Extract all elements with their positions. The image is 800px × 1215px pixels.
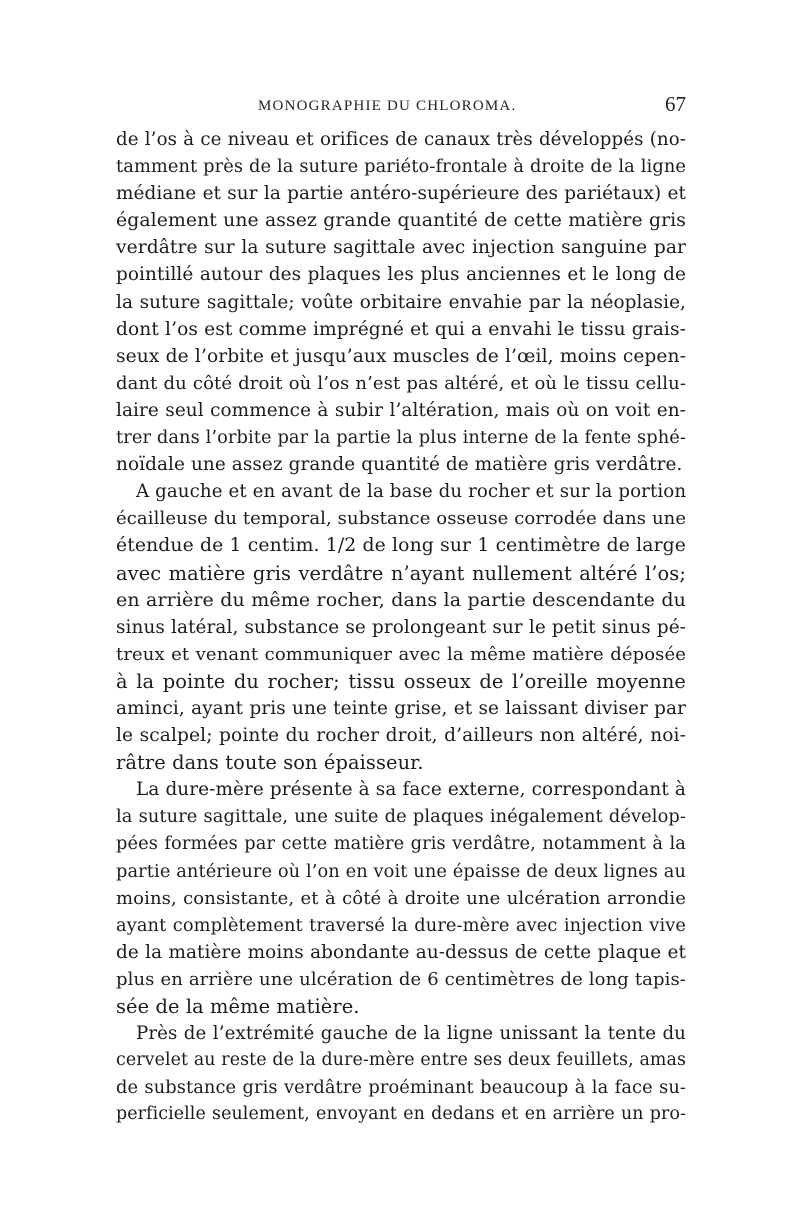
text-line: La dure-mère présente à sa face externe, correspondant à <box>136 779 686 801</box>
text-line: médiane et sur la partie antéro-supérieure des pariétaux) et <box>116 183 686 205</box>
paragraph-3 <box>116 776 686 1020</box>
text-line: partie antérieure où l’on en voit une épaisse de deux lignes au <box>116 860 687 882</box>
text-line: de l’os à ce niveau et orifices de canaux très développés (no- <box>116 129 686 150</box>
paragraph-2 <box>116 478 686 776</box>
text-line: treux et venant communiquer avec la même matière déposée <box>116 643 686 665</box>
text-line: ayant complètement traversé la dure-mère avec injection vive <box>116 914 686 936</box>
text-line: seux de l’orbite et jusqu’aux muscles de l’œil, moins cepen- <box>116 345 686 367</box>
text-line: écailleuse du temporal, substance osseuse corrodée dans une <box>116 508 687 530</box>
text-line: moins, consistante, et à côté à droite une ulcération arrondie <box>116 887 686 909</box>
running-head <box>116 92 686 122</box>
text-line: verdâtre sur la suture sagittale avec injection sanguine par <box>116 237 686 259</box>
page-number: 67 <box>665 92 686 116</box>
text-line: Près de l’extrémité gauche de la ligne unissant la tente du <box>136 1023 686 1045</box>
text-line: râtre dans toute son épaisseur. <box>116 751 424 775</box>
text-line: à la pointe du rocher; tissu osseux de l’oreille moyenne <box>116 669 686 693</box>
text-line: de la matière moins abondante au-dessus de cette plaque et <box>116 941 686 963</box>
text-line: de substance gris verdâtre proéminant beaucoup à la face su- <box>116 1077 686 1099</box>
body-text <box>116 126 686 1128</box>
text-line: sinus latéral, substance se prolongeant sur le petit sinus pé- <box>116 616 686 638</box>
text-line: dont l’os est comme imprégné et qui a envahi le tissu grais- <box>116 318 686 340</box>
text-line: noïdale une assez grande quantité de matière gris verdâtre. <box>116 454 683 476</box>
text-line: en arrière du même rocher, dans la partie descendante du <box>116 588 686 611</box>
text-line: perficielle seulement, envoyant en dedans et en arrière un pro- <box>116 1104 686 1125</box>
paragraph-1 <box>116 126 686 478</box>
text-line: plus en arrière une ulcération de 6 centimètres de long tapis- <box>116 968 686 990</box>
text-line: pointillé autour des plaques les plus anciennes et le long de <box>116 264 686 286</box>
text-line: tamment près de la suture pariéto-frontale à droite de la ligne <box>116 156 686 178</box>
text-line: sée de la même matière. <box>116 995 360 1018</box>
running-title: MONOGRAPHIE DU CHLOROMA. <box>258 98 517 114</box>
text-line: pées formées par cette matière gris verdâtre, notamment à la <box>116 833 686 855</box>
text-line: avec matière gris verdâtre n’ayant nullement altéré l’os; <box>116 561 686 585</box>
paragraph-4 <box>116 1020 686 1128</box>
text-line: également une assez grande quantité de cette matière gris <box>116 210 686 232</box>
text-line: A gauche et en avant de la base du rocher et sur la portion <box>136 481 687 503</box>
text-line: étendue de 1 centim. 1/2 de long sur 1 centimètre de large <box>116 535 686 557</box>
text-line: laire seul commence à subir l’altération, mais où on voit en- <box>116 399 686 421</box>
text-line: dant du côté droit où l’os n’est pas altéré, et où le tissu cellu- <box>116 372 686 394</box>
text-line: trer dans l’orbite par la partie la plus interne de la fente sphé- <box>116 427 686 449</box>
text-line: la suture sagittale; voûte orbitaire envahie par la néoplasie, <box>116 291 686 313</box>
text-line: la suture sagittale, une suite de plaques inégalement dévelop- <box>116 806 686 828</box>
text-line: le scalpel; pointe du rocher droit, d’ailleurs non altéré, noi- <box>116 725 686 747</box>
text-line: aminci, ayant pris une teinte grise, et se laissant diviser par <box>116 697 686 719</box>
text-line: cervelet au reste de la dure-mère entre ses deux feuillets, amas <box>116 1050 686 1071</box>
